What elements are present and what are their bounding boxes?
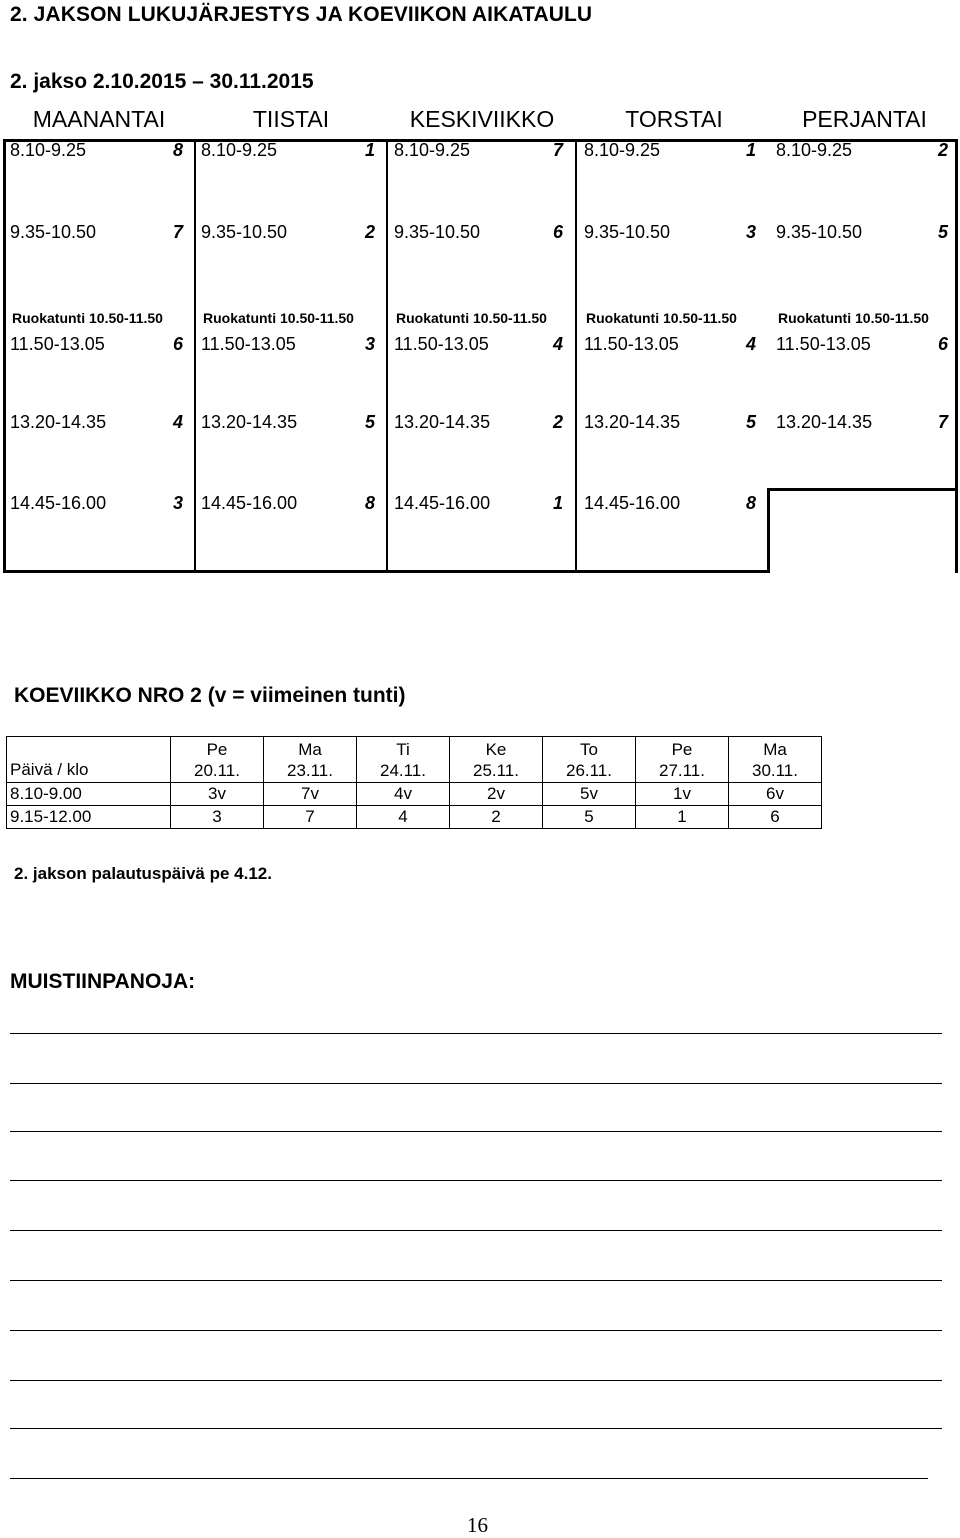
slot-subject-number: 4 xyxy=(172,412,183,432)
day-header-friday: PERJANTAI xyxy=(802,106,927,132)
slot-subject-number: 4 xyxy=(745,334,756,354)
note-line xyxy=(10,1131,942,1132)
schedule-day-headers xyxy=(3,106,958,136)
exam-cell: 4 xyxy=(357,806,450,829)
slot-time: 14.45-16.00 xyxy=(201,493,298,513)
slot-time: 11.50-13.05 xyxy=(584,334,679,354)
slot-subject-number: 8 xyxy=(172,140,183,160)
note-line xyxy=(10,1033,942,1034)
slot-subject-number: 6 xyxy=(937,334,948,354)
slot-subject-number: 1 xyxy=(745,140,756,160)
lunch-break-label: Ruokatunti 10.50-11.50 xyxy=(586,310,737,326)
schedule-slot xyxy=(776,412,948,434)
schedule-slot xyxy=(201,222,375,244)
day-header-wednesday: KESKIVIIKKO xyxy=(409,106,555,132)
slot-time: 13.20-14.35 xyxy=(584,412,681,432)
schedule-slot xyxy=(776,334,948,356)
schedule-slot xyxy=(201,493,375,515)
slot-subject-number: 3 xyxy=(172,493,183,513)
schedule-slot xyxy=(584,412,756,434)
day-header-thursday: TORSTAI xyxy=(625,106,723,132)
schedule-slot xyxy=(584,140,756,162)
exam-cell: 1v xyxy=(636,783,729,806)
slot-subject-number: 6 xyxy=(552,222,563,242)
exam-cell: 4v xyxy=(357,783,450,806)
note-line xyxy=(10,1180,942,1181)
schedule-slot xyxy=(10,334,183,356)
slot-subject-number: 2 xyxy=(552,412,563,432)
column-divider xyxy=(386,139,388,573)
schedule-slot xyxy=(776,140,948,162)
exam-cell: 2v xyxy=(450,783,543,806)
day-header-monday: MAANANTAI xyxy=(32,106,166,132)
note-line xyxy=(10,1428,942,1429)
schedule-slot xyxy=(201,334,375,356)
slot-subject-number: 5 xyxy=(364,412,375,432)
slot-time: 14.45-16.00 xyxy=(394,493,491,513)
schedule-slot xyxy=(776,222,948,244)
lunch-break-label: Ruokatunti 10.50-11.50 xyxy=(778,310,929,326)
slot-subject-number: 5 xyxy=(937,222,948,242)
exam-cell: 6v xyxy=(729,783,822,806)
slot-time: 13.20-14.35 xyxy=(776,412,873,432)
schedule-border xyxy=(767,488,770,573)
slot-subject-number: 7 xyxy=(172,222,183,242)
slot-subject-number: 4 xyxy=(552,334,563,354)
exam-week-table xyxy=(6,736,822,829)
slot-subject-number: 1 xyxy=(364,140,375,160)
exam-cell: 1 xyxy=(636,806,729,829)
exam-day-date: 23.11. xyxy=(286,760,333,780)
schedule-slot xyxy=(10,140,183,162)
exam-day-date: 25.11. xyxy=(472,760,519,780)
slot-subject-number: 7 xyxy=(552,140,563,160)
schedule-slot xyxy=(394,140,563,162)
exam-row-time: 9.15-12.00 xyxy=(7,806,171,829)
note-line xyxy=(10,1280,942,1281)
exam-day-name: Pe xyxy=(206,739,228,759)
slot-time: 9.35-10.50 xyxy=(394,222,481,242)
slot-time: 9.35-10.50 xyxy=(776,222,863,242)
slot-subject-number: 1 xyxy=(552,493,563,513)
slot-subject-number: 8 xyxy=(745,493,756,513)
note-line xyxy=(10,1478,928,1479)
note-line xyxy=(10,1330,942,1331)
schedule-slot xyxy=(394,493,563,515)
schedule-slot xyxy=(584,334,756,356)
slot-time: 13.20-14.35 xyxy=(201,412,298,432)
exam-cell: 3 xyxy=(171,806,264,829)
exam-day-header xyxy=(636,737,729,783)
exam-day-date: 26.11. xyxy=(565,760,612,780)
exam-day-header xyxy=(171,737,264,783)
exam-day-header xyxy=(264,737,357,783)
exam-day-name: Ma xyxy=(763,739,787,759)
exam-day-date: 24.11. xyxy=(379,760,426,780)
day-header-tuesday: TIISTAI xyxy=(252,106,330,132)
slot-time: 13.20-14.35 xyxy=(10,412,107,432)
exam-header-row xyxy=(7,737,822,783)
column-divider xyxy=(575,139,577,573)
exam-cell: 7 xyxy=(264,806,357,829)
slot-time: 9.35-10.50 xyxy=(201,222,288,242)
page-number: 16 xyxy=(467,1513,488,1537)
exam-row xyxy=(7,783,822,806)
column-divider xyxy=(194,139,196,573)
slot-time: 8.10-9.25 xyxy=(201,140,278,160)
note-line xyxy=(10,1083,942,1084)
exam-cell: 6 xyxy=(729,806,822,829)
schedule-slot xyxy=(10,493,183,515)
exam-corner-label: Päivä / klo xyxy=(7,737,171,783)
schedule-slot xyxy=(10,222,183,244)
slot-time: 8.10-9.25 xyxy=(394,140,471,160)
page-heading: 2. JAKSON LUKUJÄRJESTYS JA KOEVIIKON AIKATAULU xyxy=(10,3,593,26)
slot-time: 11.50-13.05 xyxy=(394,334,489,354)
schedule-slot xyxy=(394,412,563,434)
slot-time: 8.10-9.25 xyxy=(10,140,87,160)
exam-day-name: Ma xyxy=(298,739,322,759)
slot-subject-number: 7 xyxy=(937,412,948,432)
slot-subject-number: 2 xyxy=(937,140,948,160)
schedule-slot xyxy=(584,222,756,244)
slot-time: 8.10-9.25 xyxy=(776,140,853,160)
slot-time: 11.50-13.05 xyxy=(201,334,296,354)
slot-subject-number: 6 xyxy=(172,334,183,354)
exam-day-name: Pe xyxy=(671,739,693,759)
note-line xyxy=(10,1230,942,1231)
lunch-break-label: Ruokatunti 10.50-11.50 xyxy=(203,310,354,326)
lunch-break-label: Ruokatunti 10.50-11.50 xyxy=(12,310,163,326)
slot-time: 9.35-10.50 xyxy=(584,222,671,242)
exam-day-date: 30.11. xyxy=(751,760,798,780)
exam-cell: 5v xyxy=(543,783,636,806)
slot-time: 13.20-14.35 xyxy=(394,412,491,432)
exam-cell: 5 xyxy=(543,806,636,829)
slot-subject-number: 8 xyxy=(364,493,375,513)
slot-subject-number: 5 xyxy=(745,412,756,432)
schedule-slot xyxy=(584,493,756,515)
slot-time: 9.35-10.50 xyxy=(10,222,97,242)
exam-day-header xyxy=(450,737,543,783)
schedule-slot xyxy=(201,140,375,162)
schedule-slot xyxy=(394,222,563,244)
schedule-border xyxy=(770,488,958,491)
exam-cell: 3v xyxy=(171,783,264,806)
exam-day-date: 27.11. xyxy=(658,760,705,780)
schedule-slot xyxy=(10,412,183,434)
slot-time: 11.50-13.05 xyxy=(10,334,105,354)
slot-time: 14.45-16.00 xyxy=(10,493,107,513)
exam-day-header xyxy=(543,737,636,783)
exam-day-name: To xyxy=(580,739,598,759)
period-title: 2. jakso 2.10.2015 – 30.11.2015 xyxy=(10,70,314,93)
exam-cell: 7v xyxy=(264,783,357,806)
slot-subject-number: 2 xyxy=(364,222,375,242)
exam-row xyxy=(7,806,822,829)
exam-day-name: Ti xyxy=(396,739,410,759)
exam-row-time: 8.10-9.00 xyxy=(7,783,171,806)
exam-day-name: Ke xyxy=(485,739,507,759)
lunch-break-label: Ruokatunti 10.50-11.50 xyxy=(396,310,547,326)
exam-cell: 2 xyxy=(450,806,543,829)
slot-time: 8.10-9.25 xyxy=(584,140,661,160)
slot-time: 14.45-16.00 xyxy=(584,493,681,513)
slot-time: 11.50-13.05 xyxy=(776,334,871,354)
return-date-note: 2. jakson palautuspäivä pe 4.12. xyxy=(14,864,272,883)
exam-day-header xyxy=(357,737,450,783)
exam-week-title: KOEVIIKKO NRO 2 (v = viimeinen tunti) xyxy=(14,684,406,707)
slot-subject-number: 3 xyxy=(364,334,375,354)
slot-subject-number: 3 xyxy=(745,222,756,242)
schedule-slot xyxy=(201,412,375,434)
notes-title: MUISTIINPANOJA: xyxy=(10,970,196,993)
exam-day-date: 20.11. xyxy=(193,760,240,780)
schedule-slot xyxy=(394,334,563,356)
exam-day-header xyxy=(729,737,822,783)
note-line xyxy=(10,1380,942,1381)
